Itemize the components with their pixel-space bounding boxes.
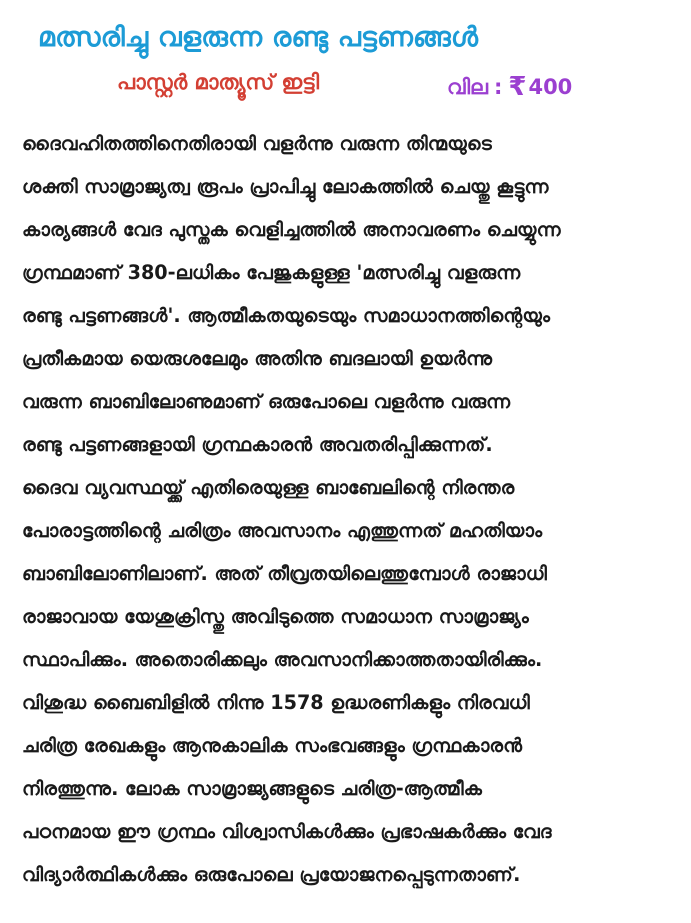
price-tag xyxy=(447,72,572,102)
price-label: വില xyxy=(447,75,488,99)
description-line: ദൈവഹിതത്തിനെതിരായി വളർന്നു വരുന്ന തിന്മയുടെ xyxy=(22,132,492,155)
description-line: രാജാവായ യേശുക്രിസ്തു അവിടുത്തെ സമാധാന സാമ്രാജ്യം xyxy=(22,605,529,628)
description-line: വരുന്ന ബാബിലോണുമാണ് ഒരുപോലെ വളർന്നു വരുന്ന xyxy=(22,390,511,413)
description-line: പഠനമായ ഈ ഗ്രന്ഥം വിശ്വാസികൾക്കും പ്രഭാഷകർക്കും വേദ xyxy=(22,820,552,843)
description-line: ചരിത്ര രേഖകളും ആനുകാലിക സംഭവങ്ങളും ഗ്രന്ഥകാരൻ xyxy=(22,734,523,757)
description-line: കാര്യങ്ങൾ വേദ പുസ്തക വെളിച്ചത്തിൽ അനാവരണം ചെയ്യുന്ന xyxy=(22,218,561,241)
price-separator: : xyxy=(493,75,503,99)
rupee-symbol: ₹ xyxy=(508,72,527,102)
description-line: രണ്ടു പട്ടണങ്ങളായി ഗ്രന്ഥകാരൻ അവതരിപ്പിക്കുന്നത്. xyxy=(22,433,493,456)
description-line: ദൈവ വ്യവസ്ഥയ്ക്ക് എതിരെയുള്ള ബാബേലിന്റെ നിരന്തര xyxy=(22,476,515,499)
description-line: രണ്ടു പട്ടണങ്ങൾ'. ആത്മീകതയുടെയും സമാധാനത്തിന്റെയും xyxy=(22,304,551,327)
book-description xyxy=(22,122,672,896)
description-line: വിദ്യാർത്ഥികൾക്കും ഒരുപോലെ പ്രയോജനപ്പെടുന്നതാണ്. xyxy=(22,863,521,886)
description-line: വിശുദ്ധ ബൈബിളിൽ നിന്നു 1578 ഉദ്ധരണികളും നിരവധി xyxy=(22,691,530,714)
book-title: മത്സരിച്ചു വളരുന്ന രണ്ടു പട്ടണങ്ങൾ xyxy=(38,22,479,53)
description-line: ബാബിലോണിലാണ്. അത് തീവ്രതയിലെത്തുമ്പോൾ രാജാധി xyxy=(22,562,547,585)
author-name: പാസ്റ്റർ മാത്യൂസ് ഇട്ടി xyxy=(117,70,320,94)
description-line: പോരാട്ടത്തിന്റെ ചരിത്രം അവസാനം എത്തുന്നത് മഹതിയാം xyxy=(22,519,543,542)
price-value: 400 xyxy=(528,75,573,99)
description-line: പ്രതീകമായ യെരുശലേമും അതിനു ബദലായി ഉയർന്നു xyxy=(22,347,493,370)
description-line: ശക്തി സാമ്രാജ്യത്വ രൂപം പ്രാപിച്ചു ലോകത്തിൽ ചെയ്തു കൂട്ടുന്ന xyxy=(22,175,549,198)
description-line: നിരത്തുന്നു. ലോക സാമ്രാജ്യങ്ങളുടെ ചരിത്ര-ആത്മീക xyxy=(22,777,483,800)
description-line: ഗ്രന്ഥമാണ് 380-ലധികം പേജുകളുള്ള 'മത്സരിച്ചു വളരുന്ന xyxy=(22,261,521,284)
description-line: സ്ഥാപിക്കും. അതൊരിക്കലും അവസാനിക്കാത്തതായിരിക്കും. xyxy=(22,648,543,671)
